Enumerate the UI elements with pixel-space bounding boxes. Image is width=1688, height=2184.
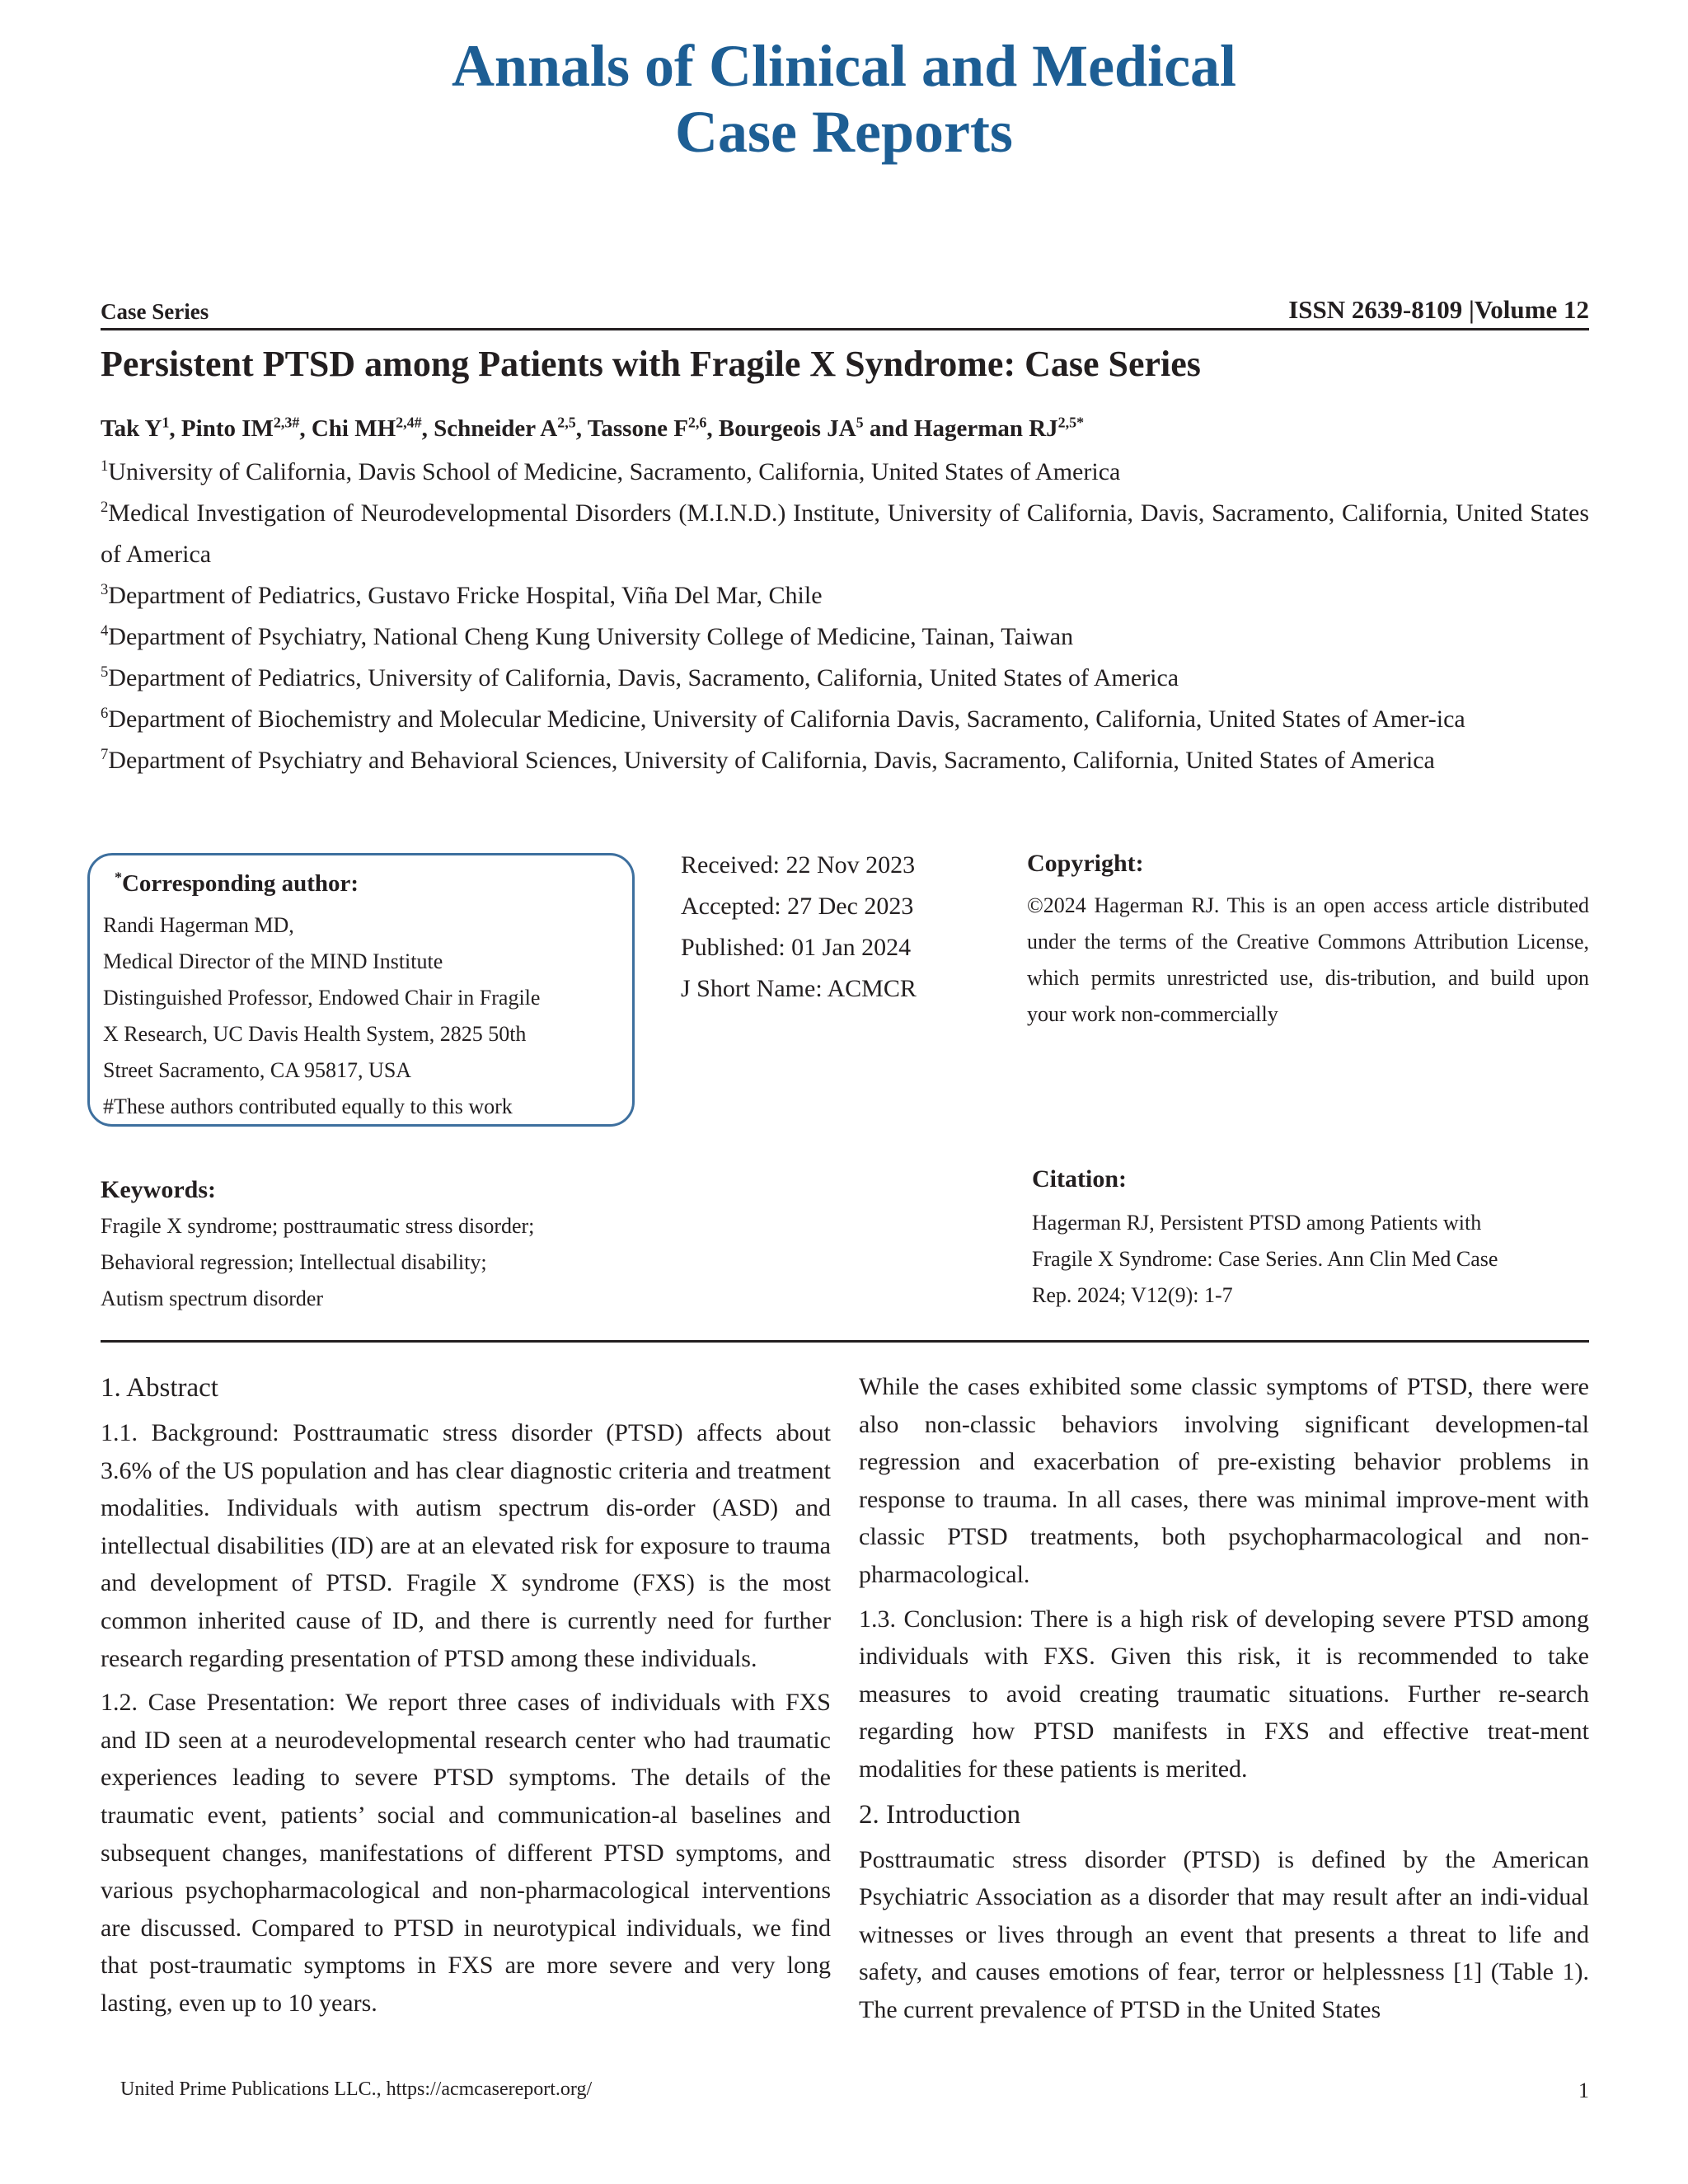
article-title: Persistent PTSD among Patients with Fragile X Syndrome: Case Series [101, 344, 1201, 384]
author-name: Bourgeois JA [718, 415, 856, 442]
article-meta-row [101, 290, 1589, 328]
author-name: Schneider A [434, 415, 558, 442]
left-column [101, 1368, 831, 2029]
affiliation-text: Department of Biochemistry and Molecular Medicine, University of California Davis, Sacramento, California, United States of Amer-ica [108, 705, 1465, 733]
affiliation-text: Department of Psychiatry and Behavioral Sciences, University of California, Davis, Sacramento, California, United States of America [108, 747, 1435, 774]
keyword-line: Fragile X syndrome; posttraumatic stress disorder; [101, 1214, 535, 1238]
affiliation-number: 1 [101, 457, 109, 475]
affiliation-number: 7 [101, 746, 109, 763]
keyword-line: Behavioral regression; Intellectual disability; [101, 1250, 487, 1274]
body-rule [101, 1340, 1589, 1343]
author-name: Tak Y [101, 415, 162, 442]
affiliation-number: 6 [101, 705, 109, 722]
corresponding-author-line: X Research, UC Davis Health System, 2825 50th [103, 1022, 527, 1046]
author-separator: , [169, 415, 181, 442]
affiliation-item [101, 452, 1589, 493]
author-name: Chi MH [311, 415, 396, 442]
citation-line: Rep. 2024; V12(9): 1-7 [1032, 1283, 1233, 1307]
journal-title [0, 33, 1688, 165]
author-separator: and [863, 415, 914, 442]
citation-line: Hagerman RJ, Persistent PTSD among Patients with [1032, 1211, 1482, 1235]
corresponding-author-line: Distinguished Professor, Endowed Chair in Fragile [103, 986, 541, 1010]
affiliation-text: University of California, Davis School of Medicine, Sacramento, California, United States of America [108, 458, 1121, 485]
affiliation-number: 3 [101, 581, 109, 598]
citation-heading: Citation: [1032, 1165, 1127, 1193]
keywords-heading: Keywords: [101, 1176, 216, 1203]
affiliation-item [101, 575, 1589, 616]
right-column [859, 1368, 1589, 2036]
author-affiliation-marker: 2,5* [1057, 414, 1085, 431]
affiliation-item [101, 616, 1589, 658]
corresponding-author-heading: *Corresponding author: [115, 869, 359, 897]
article-dates [681, 845, 994, 1010]
header-rule [101, 328, 1589, 330]
page-footer [101, 2079, 1589, 2111]
date-line: Received: 22 Nov 2023 [681, 851, 916, 879]
publisher-line: United Prime Publications LLC., https://acmcasereport.org/ [120, 2079, 593, 2100]
affiliation-text: Department of Pediatrics, Gustavo Fricke Hospital, Viña Del Mar, Chile [108, 582, 823, 609]
copyright-block [1027, 845, 1589, 1033]
affiliation-text: Medical Investigation of Neurodevelopmental Disorders (M.I.N.D.) Institute, University of California, Davis, Sacramento, California, United States of America [101, 499, 1589, 568]
abstract-background: 1.1. Background: Posttraumatic stress disorder (PTSD) affects about 3.6% of the US population and has clear diagnostic criteria and treatment modalities. Individuals with autism spectrum dis-order (ASD) and intellectual disabilities (ID) are at an elevated risk for exposure to trauma and development of PTSD. Fragile X syndrome (FXS) is the most common inherited cause of ID, and there is currently need for further research regarding presentation of PTSD among these individuals. [101, 1419, 831, 1672]
corresponding-author-line: #These authors contributed equally to this work [103, 1094, 513, 1118]
author-affiliation-marker: 2,6 [687, 414, 707, 431]
citation-text [1032, 1205, 1589, 1314]
introduction-text: Posttraumatic stress disorder (PTSD) is defined by the American Psychiatric Association as a disorder that may result after an indi-vidual witnesses or lives through an event that presents a threat to life and safety, and causes emotions of fear, terror or helplessness [1] (Table 1). The current prevalence of PTSD in the United States [859, 1845, 1589, 2023]
author-affiliation-marker: 2,4# [396, 414, 422, 431]
issn-volume: ISSN 2639-8109 |Volume 12 [1288, 295, 1589, 324]
introduction-heading: 2. Introduction [859, 1799, 1021, 1830]
keywords-list [101, 1208, 678, 1317]
author-separator: , [575, 415, 588, 442]
author-affiliation-marker: 1 [162, 414, 170, 431]
keywords-block [101, 1172, 678, 1317]
corresponding-author-box [87, 853, 635, 1127]
abstract-case-presentation-continued: While the cases exhibited some classic symptoms of PTSD, there were also non-classic behaviors involving significant developmen-tal regression and exacerbation of pre-existing behavior problems in response to trauma. In all cases, there was minimal improve-ment with classic PTSD treatments, both psychopharmacological and non-pharmacological. [859, 1373, 1589, 1588]
affiliation-text: Department of Psychiatry, National Cheng Kung University College of Medicine, Tainan, Taiwan [108, 623, 1074, 650]
author-affiliation-marker: 5 [856, 414, 864, 431]
author-list [101, 412, 1589, 445]
keyword-line: Autism spectrum disorder [101, 1286, 324, 1310]
affiliation-item [101, 699, 1589, 740]
affiliation-item [101, 493, 1589, 575]
author-affiliation-marker: 2,5 [557, 414, 576, 431]
corresponding-author-details [103, 907, 632, 1125]
author-affiliation-marker: 2,3# [273, 414, 300, 431]
copyright-text: ©2024 Hagerman RJ. This is an open access article distributed under the terms of the Creative Commons Attribution License, which permits unrestricted use, dis-tribution, and build upon your work non-commercially [1027, 893, 1589, 1026]
abstract-heading: 1. Abstract [101, 1373, 218, 1403]
abstract-case-presentation: 1.2. Case Presentation: We report three cases of individuals with FXS and ID seen at a neurodevelopmental research center who had traumatic experiences leading to severe PTSD symptoms. The details of the traumatic event, patients’ social and communication-al baselines and subsequent changes, manifestations of different PTSD symptoms, and various psychopharmacological and non-pharmacological interventions are discussed. Compared to PTSD in neurotypical individuals, we find that post-traumatic symptoms in FXS are more severe and very long lasting, even up to 10 years. [101, 1689, 831, 2017]
affiliation-item [101, 658, 1589, 699]
author-separator: , [706, 415, 719, 442]
author-name: Hagerman RJ [913, 415, 1058, 442]
journal-title-line-2: Case Reports [675, 99, 1013, 165]
affiliation-number: 2 [101, 499, 109, 516]
citation-line: Fragile X Syndrome: Case Series. Ann Clin Med Case [1032, 1247, 1498, 1271]
affiliation-item [101, 740, 1589, 781]
copyright-heading: Copyright: [1027, 850, 1144, 877]
article-type: Case Series [101, 299, 209, 324]
corresponding-author-line: Medical Director of the MIND Institute [103, 949, 443, 973]
corresponding-author-line: Randi Hagerman MD, [103, 913, 294, 937]
affiliation-list [101, 452, 1589, 781]
affiliation-number: 4 [101, 622, 109, 640]
abstract-conclusion: 1.3. Conclusion: There is a high risk of developing severe PTSD among individuals with FXS. Given this risk, it is recommended to take measures to avoid creating traumatic situations. Further re-search regarding how PTSD manifests in FXS and effective treat-ment modalities for these patients is merited. [859, 1605, 1589, 1783]
affiliation-number: 5 [101, 663, 109, 681]
author-name: Pinto IM [181, 415, 274, 442]
date-line: Published: 01 Jan 2024 [681, 934, 912, 961]
page-number: 1 [1578, 2079, 1589, 2102]
author-separator: , [421, 415, 434, 442]
corresponding-author-line: Street Sacramento, CA 95817, USA [103, 1058, 412, 1082]
author-name: Tassone F [587, 415, 688, 442]
journal-title-line-1: Annals of Clinical and Medical [451, 33, 1237, 99]
date-line: Accepted: 27 Dec 2023 [681, 893, 914, 920]
date-line: J Short Name: ACMCR [681, 975, 917, 1002]
citation-block [1032, 1160, 1589, 1314]
author-separator: , [299, 415, 312, 442]
affiliation-text: Department of Pediatrics, University of California, Davis, Sacramento, California, United States of America [108, 664, 1179, 691]
